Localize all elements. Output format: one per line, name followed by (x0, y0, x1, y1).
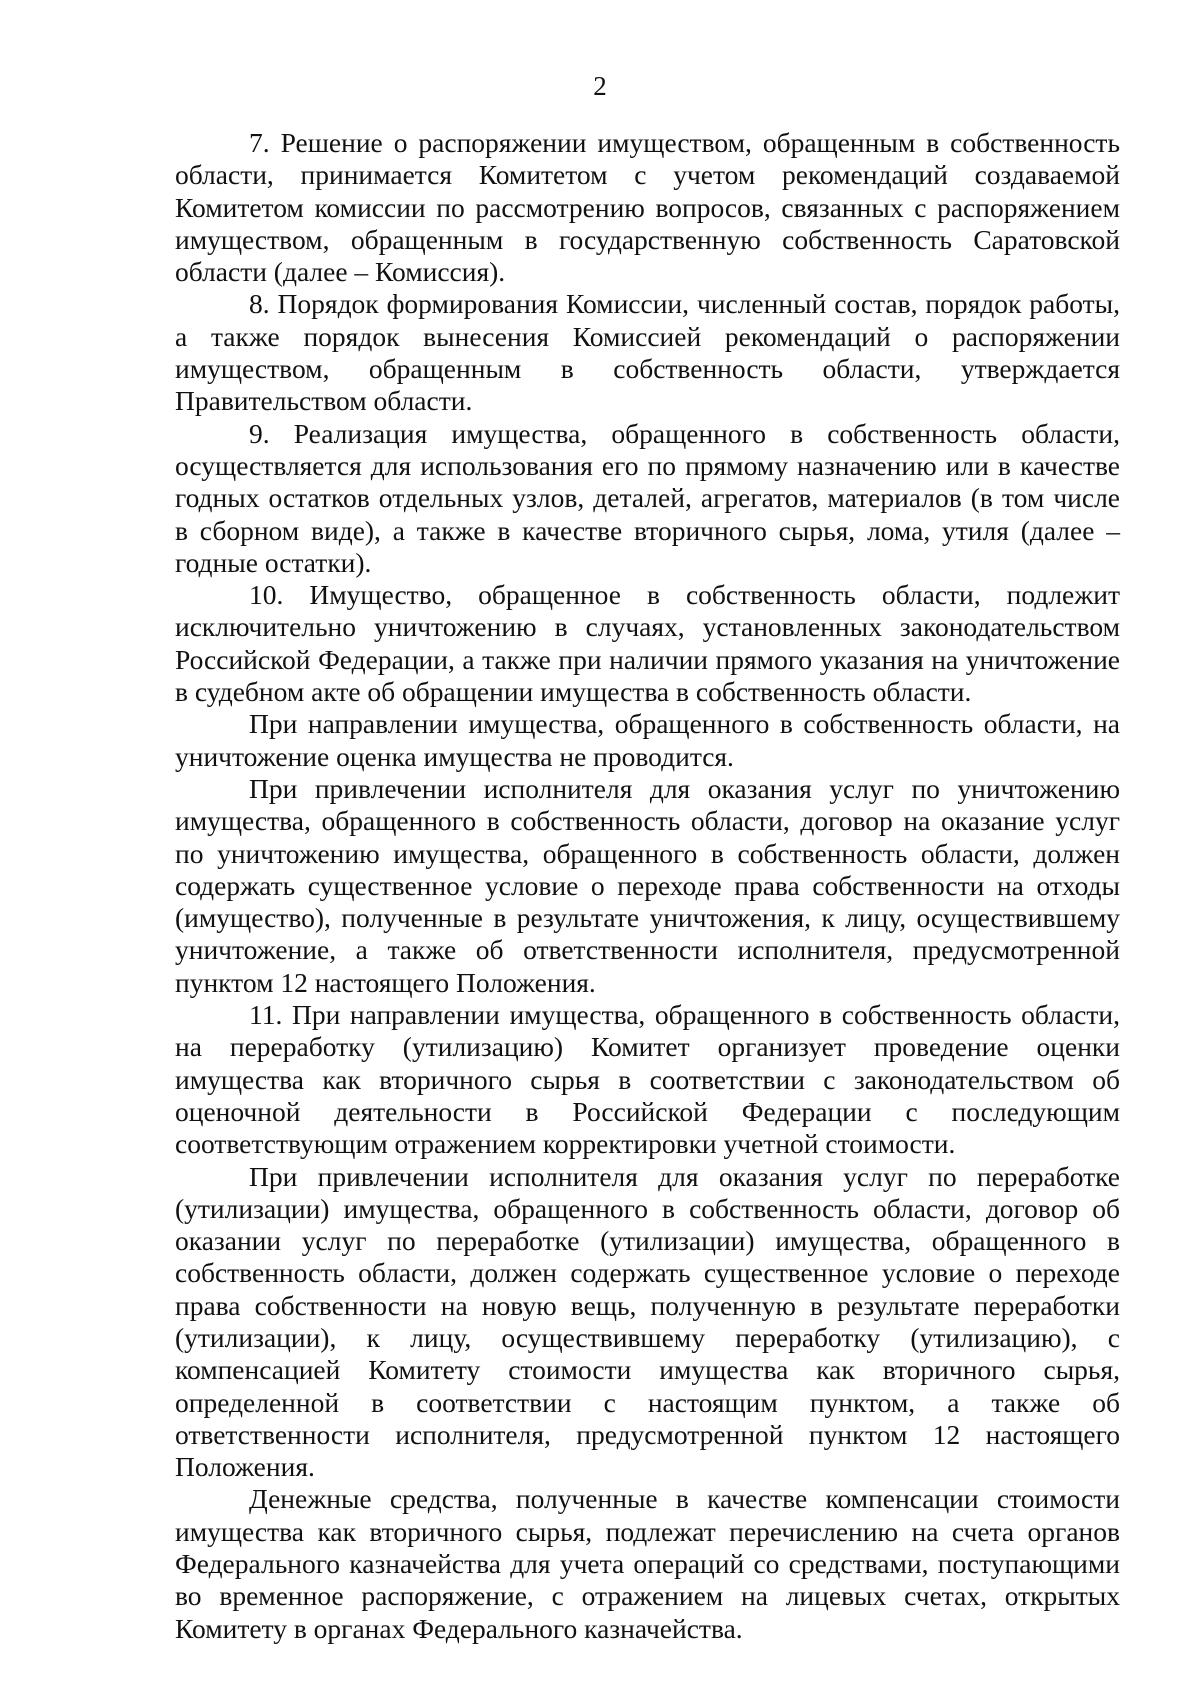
paragraph-10-contract: При привлечении исполнителя для оказания услуг по уничтожению имущества, обращенного в собственность области, договор на оказание услуг по уничтожению имущества, обращенного в собственность области, должен содержать существенное условие о переходе права собственности на отходы (имущество), полученные в результате уничтожения, к лицу, осуществившему уничтожение, а также об ответственности исполнителя, предусмотренной пунктом 12 настоящего Положения. (175, 772, 1120, 998)
page-number: 2 (593, 71, 607, 101)
paragraph-11-contract: При привлечении исполнителя для оказания услуг по переработке (утилизации) имущества, обращенного в собственность области, договор об оказании услуг по переработке (утилизации) имущества, обращенного в собственность области, должен содержать существенное условие о переходе права собственности на новую вещь, полученную в результате переработки (утилизации), к лицу, осуществившему переработку (утилизацию), с компенсацией Комитету стоимости имущества как вторичного сырья, определенной в соответствии с настоящим пунктом, а также об ответственности исполнителя, предусмотренной пунктом 12 настоящего Положения. (175, 1160, 1120, 1483)
paragraph-11: 11. При направлении имущества, обращенного в собственность области, на переработку (утилизацию) Комитет организует проведение оценки имущества как вторичного сырья в соответствии с законодательством об оценочной деятельности в Российской Федерации с последующим соответствующим отражением корректировки учетной стоимости. (175, 999, 1120, 1160)
document-body (175, 127, 1120, 1645)
paragraph-8: 8. Порядок формирования Комиссии, численный состав, порядок работы, а также порядок вынесения Комиссией рекомендаций о распоряжении имуществом, обращенным в собственность области, утверждается Правительством области. (175, 288, 1120, 417)
paragraph-11-funds: Денежные средства, полученные в качестве компенсации стоимости имущества как вторичного сырья, подлежат перечислению на счета органов Федерального казначейства для учета операций со средствами, поступающими во временное распоряжение, с отражением на лицевых счетах, открытых Комитету в органах Федерального казначейства. (175, 1483, 1120, 1644)
paragraph-10-assessment: При направлении имущества, обращенного в собственность области, на уничтожение оценка имущества не проводится. (175, 708, 1120, 772)
paragraph-9: 9. Реализация имущества, обращенного в собственность области, осуществляется для использования его по прямому назначению или в качестве годных остатков отдельных узлов, деталей, агрегатов, материалов (в том числе в сборном виде), а также в качестве вторичного сырья, лома, утиля (далее – годные остатки). (175, 417, 1120, 578)
paragraph-7: 7. Решение о распоряжении имуществом, обращенным в собственность области, принимается Комитетом с учетом рекомендаций создаваемой Комитетом комиссии по рассмотрению вопросов, связанных с распоряжением имуществом, обращенным в государственную собственность Саратовской области (далее – Комиссия). (175, 127, 1120, 288)
paragraph-10: 10. Имущество, обращенное в собственность области, подлежит исключительно уничтожению в случаях, установленных законодательством Российской Федерации, а также при наличии прямого указания на уничтожение в судебном акте об обращении имущества в собственность области. (175, 579, 1120, 708)
